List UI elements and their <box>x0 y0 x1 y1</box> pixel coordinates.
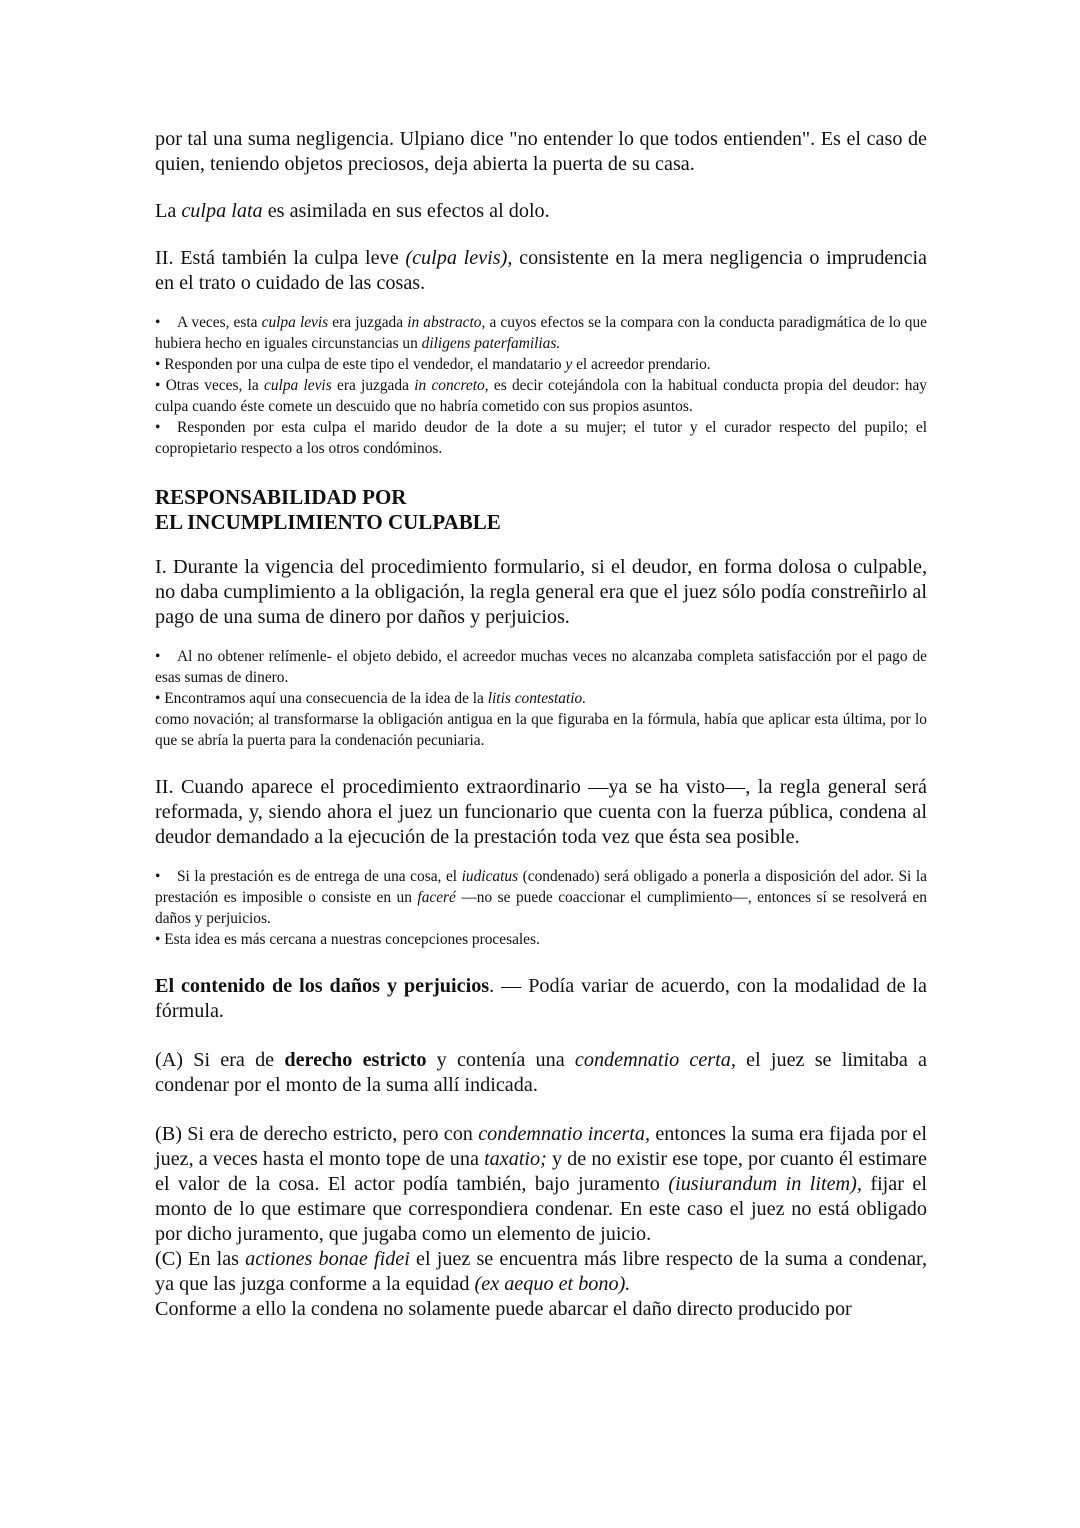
text: La <box>155 200 182 222</box>
text: Responden por esta culpa el marido deudor de la dote a su mujer; el tutor y el curador respecto del pupilo; el copropietario respecto a los otros condóminos. <box>155 419 927 457</box>
paragraph-a <box>155 1048 927 1098</box>
text: (A) Si era de <box>155 1049 285 1071</box>
text: Responden por una culpa de este tipo el vendedor, el mandatario <box>164 356 566 373</box>
italic-term: diligens paterfamilias. <box>421 335 561 352</box>
bullet-icon: • <box>155 377 161 394</box>
text: II. Está también la culpa leve <box>155 247 406 269</box>
text: Otras veces, la <box>165 377 265 394</box>
italic-term: in abstracto, <box>407 314 486 331</box>
text: el juez se encuentra más libre respecto de la suma a condenar, ya que las juzga conforme a la equidad <box>155 1248 927 1295</box>
text: (C) En las <box>155 1248 246 1270</box>
italic-term: condemnatio incerta, <box>478 1123 651 1145</box>
list-item <box>155 646 927 688</box>
text: entonces la suma era fijada por el juez, a veces hasta el monto tope de una <box>155 1123 927 1170</box>
list-item <box>155 354 927 375</box>
text: era juzgada <box>331 377 415 394</box>
italic-term: (culpa levis), <box>405 247 513 269</box>
text: Encontramos aquí una consecuencia de la idea de la <box>164 690 488 707</box>
paragraph-procedimiento-extraordinario: II. Cuando aparece el procedimiento extraordinario —ya se ha visto—, la regla general será reformada, y, siendo ahora el juez un funcionario que cuenta con la fuerza pública, condena al deudor demandado a la ejecución de la prestación toda vez que ésta sea posible. <box>155 776 927 848</box>
bullet-icon: • <box>155 648 161 665</box>
italic-term: culpa lata <box>181 200 263 222</box>
text: es decir cotejándola con la habitual conducta propia del deudor: hay culpa cuando éste comete un descuido que no habría cometido con sus propios asuntos. <box>155 377 928 415</box>
paragraph-last: Conforme a ello la condena no solamente puede abarcar el daño directo producido por <box>155 1298 852 1320</box>
bullet-icon: • <box>155 690 161 707</box>
text: es asimilada en sus efectos al dolo. <box>262 200 550 222</box>
italic-term: (ex aequo et bono). <box>474 1273 631 1295</box>
bullet-list-extraordinario <box>155 866 927 950</box>
text: (condenado) será obligado a ponerla a disposición del ador. Si la prestación es imposible o consiste en un <box>155 868 927 906</box>
bullet-icon: • <box>155 314 161 331</box>
paragraph-intro: por tal una suma negligencia. Ulpiano dice "no entender lo que todos entienden". Es el caso de quien, teniendo objetos preciosos, deja abierta la puerta de su casa. <box>155 128 927 175</box>
bullet-icon: • <box>155 356 161 373</box>
text: Esta idea es más cercana a nuestras concepciones procesales. <box>164 931 540 948</box>
text: y contenía una <box>426 1049 575 1071</box>
bullet-list-culpa-levis <box>155 312 927 459</box>
bold-term: derecho estricto <box>284 1049 427 1071</box>
list-item <box>155 688 927 709</box>
italic-term: actiones bonae fidei <box>245 1248 410 1270</box>
text: era juzgada <box>328 314 408 331</box>
paragraph-contenido-danos <box>155 974 927 1024</box>
text: fijar el monto de lo que estimare que correspondiera condenar. En este caso el juez no está obligado por dicho juramento, que jugaba como un elemento de juicio. <box>155 1173 927 1245</box>
text: (B) Si era de derecho estricto, pero con <box>155 1123 479 1145</box>
heading-line-2: EL INCUMPLIMIENTO CULPABLE <box>155 510 501 534</box>
italic-term: iudicatus <box>461 868 519 885</box>
text: consistente en la mera negligencia o imprudencia en el trato o cuidado de las cosas. <box>155 247 928 294</box>
bullet-icon: • <box>155 419 161 436</box>
italic-term: condemnatio certa, <box>574 1049 736 1071</box>
text: —no se puede coaccionar el cumplimiento—, entonces sí se resolverá en daños y perjuicios. <box>155 889 927 927</box>
list-item <box>155 866 927 929</box>
heading-line-1: RESPONSABILIDAD POR <box>155 485 407 509</box>
italic-term: (iusiurandum in litem), <box>668 1173 862 1195</box>
bullet-icon: • <box>155 868 161 885</box>
bullet-list-formulario <box>155 646 927 751</box>
text: el acreedor prendario. <box>572 356 711 373</box>
paragraph-culpa-lata <box>155 199 927 224</box>
italic-term: culpa levis <box>264 377 332 394</box>
list-item-continuation: como novación; al transformarse la obligación antigua en la que figuraba en la fórmula, había que aplicar esta última, por lo que se abría la puerta para la condenación pecuniaria. <box>155 711 927 749</box>
text: . — Podía variar de acuerdo, con la modalidad de la fórmula. <box>155 975 928 1022</box>
text: A veces, esta <box>177 314 262 331</box>
paragraph-c <box>155 1247 927 1297</box>
paragraph-procedimiento-formulario: I. Durante la vigencia del procedimiento formulario, si el deudor, en forma dolosa o culpable, no daba cumplimiento a la obligación, la regla general era que el juez sólo podía constreñirlo al pago de una suma de dinero por daños y perjuicios. <box>155 556 927 628</box>
text: Si la prestación es de entrega de una cosa, el <box>177 868 462 885</box>
text: y de no existir ese tope, por cuanto él estimare el valor de la cosa. El actor podía también, bajo juramento <box>155 1148 928 1195</box>
italic-term: in concreto, <box>414 377 489 394</box>
list-item <box>155 312 927 354</box>
bold-term: El contenido de los daños y perjuicios <box>155 975 490 997</box>
italic-term: faceré <box>417 889 456 906</box>
text: el juez se limitaba a condenar por el monto de la suma allí indicada. <box>155 1049 928 1096</box>
section-heading <box>155 485 927 535</box>
list-item <box>155 929 927 950</box>
text: a cuyos efectos se la compara con la conducta paradigmática de lo que hubiera hecho en iguales circunstancias un <box>155 314 928 352</box>
text: Al no obtener relímenle- el objeto debido, el acreedor muchas veces no alcanzaba completa satisfacción por el pago de esas sumas de dinero. <box>155 648 927 686</box>
italic-term: y <box>565 356 573 373</box>
italic-term: litis contestatio. <box>487 690 587 707</box>
italic-term: culpa levis <box>261 314 329 331</box>
document-page <box>155 127 927 1322</box>
paragraph-culpa-leve <box>155 246 927 296</box>
italic-term: taxatio; <box>484 1148 547 1170</box>
list-item <box>155 417 927 459</box>
bullet-icon: • <box>155 931 161 948</box>
paragraph-b <box>155 1122 927 1247</box>
list-item <box>155 375 927 417</box>
